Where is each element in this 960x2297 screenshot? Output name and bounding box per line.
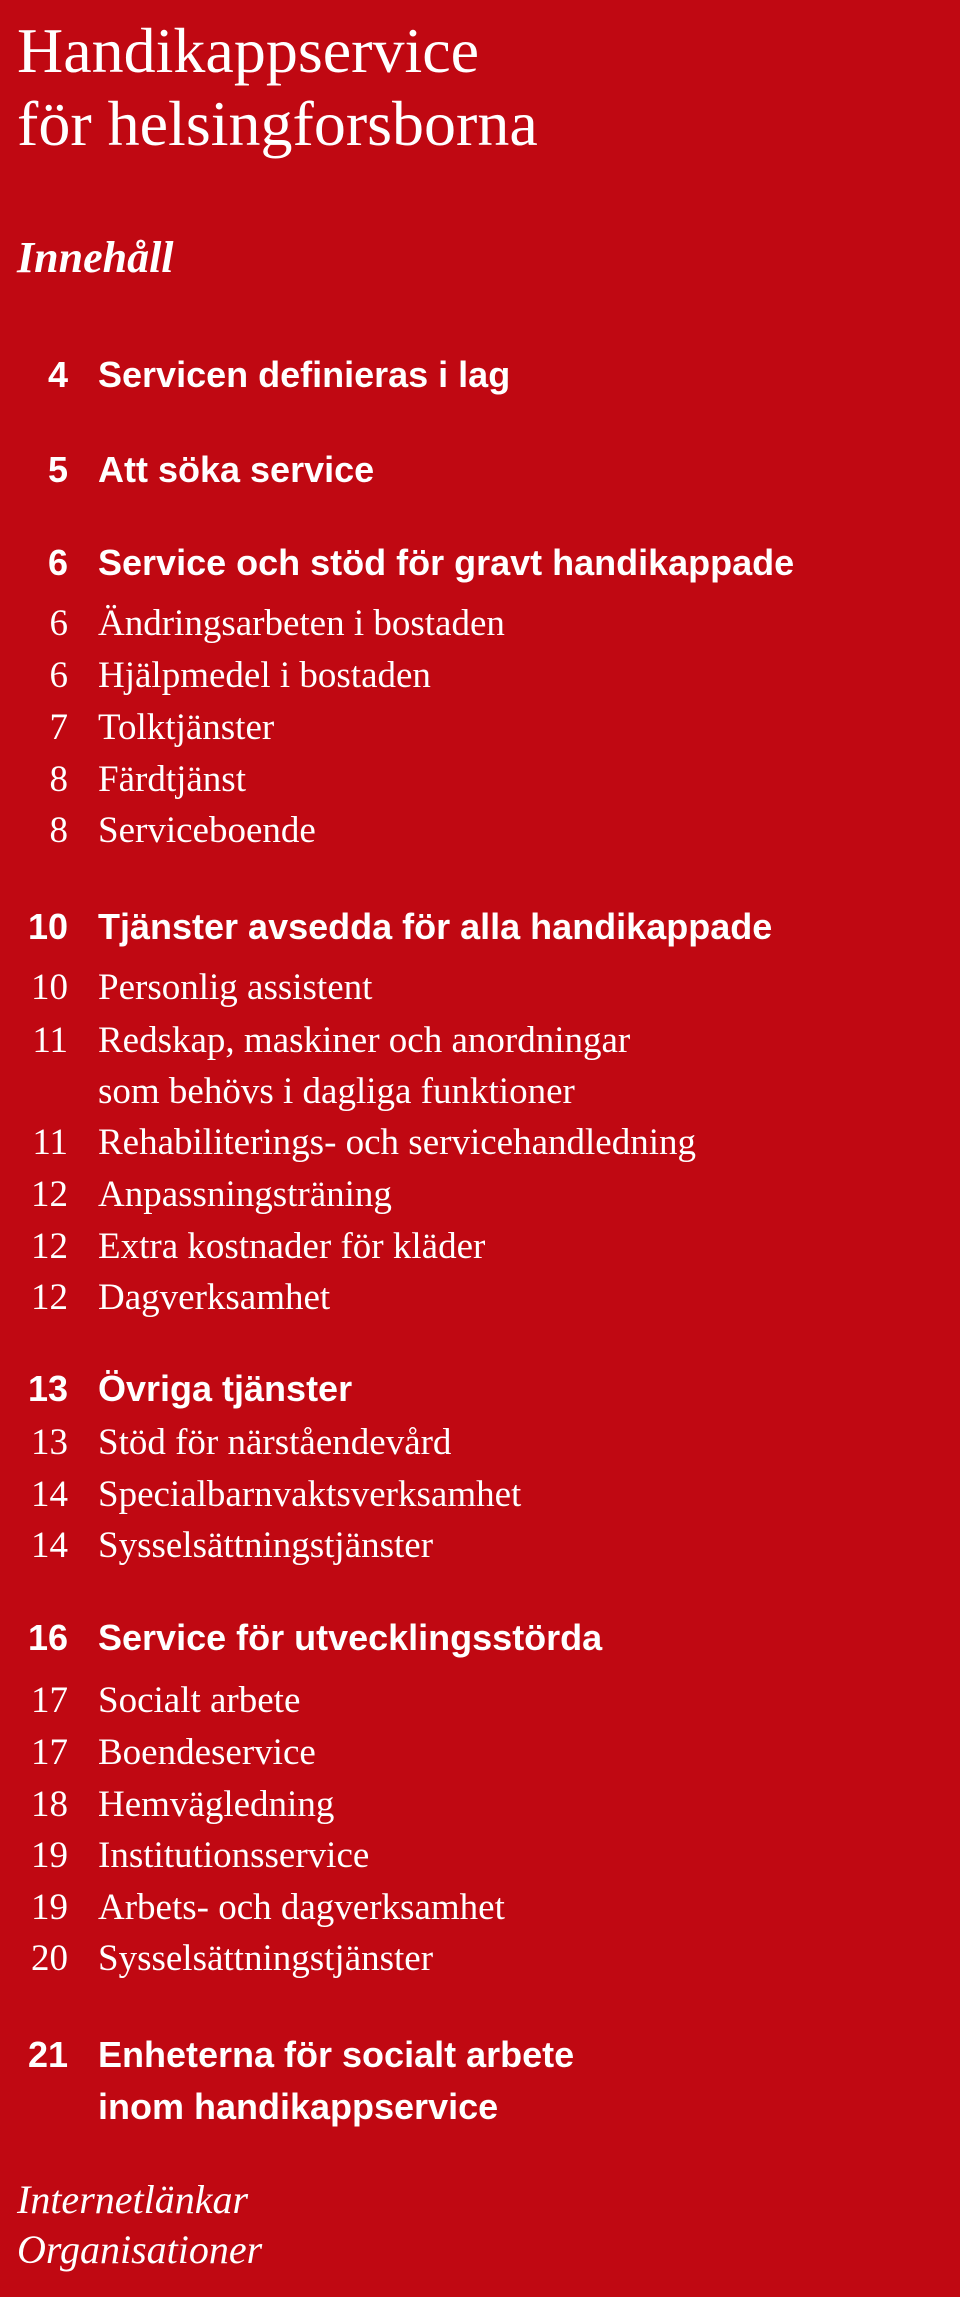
toc-page-number: 19 [31,1835,68,1876]
toc-label: Färdtjänst [98,759,246,800]
toc-entry[interactable] [0,902,960,954]
toc-entry[interactable] [0,651,960,703]
toc-page-number: 13 [27,1368,68,1409]
toc-page-number: 14 [31,1525,68,1566]
toc-label: Arbets- och dagverksamhet [98,1887,505,1928]
toc-page-number: 6 [49,655,68,696]
toc-page-number: 6 [47,542,68,583]
toc-label: Ändringsarbeten i bostaden [98,603,505,644]
toc-entry[interactable] [0,350,960,402]
toc-label-continuation: som behövs i dagliga funktioner [98,1071,575,1112]
toc-page-number: 13 [31,1422,68,1463]
toc-label: Stöd för närståendevård [98,1422,452,1463]
organisations-link[interactable]: Organisationer [17,2227,263,2272]
toc-entry[interactable] [0,1728,960,1780]
toc-label: Personlig assistent [98,967,373,1008]
toc-page-number: 17 [31,1680,68,1721]
toc-label: Övriga tjänster [98,1368,353,1409]
document-title [17,14,538,160]
toc-page-number: 12 [31,1174,68,1215]
toc-label: Sysselsättningstjänster [98,1938,434,1979]
toc-entry-continuation[interactable] [0,1067,960,1119]
toc-label: Att söka service [98,449,375,490]
toc-label-continuation: inom handikappservice [98,2086,499,2127]
toc-label: Sysselsättningstjänster [98,1525,434,1566]
toc-entry[interactable] [0,806,960,858]
toc-label: Rehabiliterings- och servicehandledning [98,1122,696,1163]
toc-label: Servicen definieras i lag [98,354,511,395]
toc-page-number: 17 [31,1732,68,1773]
toc-label: Tjänster avsedda för alla handikappade [98,906,773,947]
toc-entry[interactable] [0,1780,960,1832]
toc-label: Hjälpmedel i bostaden [98,655,431,696]
contents-heading: Innehåll [17,233,174,282]
toc-entry[interactable] [0,1613,960,1665]
toc-page-number: 11 [32,1122,68,1163]
toc-page-number: 16 [27,1617,68,1658]
toc-label: Service för utvecklingsstörda [98,1617,603,1658]
toc-label: Institutionsservice [98,1835,370,1876]
toc-label: Specialbarnvaktsverksamhet [98,1474,522,1515]
toc-entry[interactable] [0,703,960,755]
toc-page-number: 10 [31,967,68,1008]
toc-page-number: 19 [31,1887,68,1928]
toc-entry[interactable] [0,1521,960,1573]
toc-entry[interactable] [0,1883,960,1935]
internet-links-link[interactable]: Internetlänkar [17,2177,249,2222]
toc-label: Enheterna för socialt arbete [98,2034,575,2075]
toc-entry[interactable] [0,1418,960,1470]
toc-label: Hemvägledning [98,1784,335,1825]
toc-label: Redskap, maskiner och anordningar [98,1020,631,1061]
toc-page-number: 12 [31,1226,68,1267]
toc-page-number: 10 [27,906,68,947]
toc-label: Dagverksamhet [98,1277,331,1318]
toc-page-number: 11 [32,1020,68,1061]
toc-page-number: 18 [31,1784,68,1825]
toc-label: Extra kostnader för kläder [98,1226,486,1267]
toc-entry[interactable] [0,1364,960,1416]
toc-entry-continuation[interactable] [0,2082,960,2134]
toc-label: Boendeservice [98,1732,316,1773]
toc-entry[interactable] [0,599,960,651]
toc-entry[interactable] [0,1170,960,1222]
toc-label: Tolktjänster [98,707,275,748]
toc-label: Anpassningsträning [98,1174,392,1215]
toc-entry[interactable] [0,1831,960,1883]
toc-label: Socialt arbete [98,1680,301,1721]
title-line-2: för helsingforsborna [17,88,538,159]
toc-page-number: 21 [27,2034,68,2075]
toc-entry[interactable] [0,1676,960,1728]
toc-page-number: 6 [49,603,68,644]
toc-entry[interactable] [0,2030,960,2082]
toc-page-number: 8 [49,810,68,851]
toc-label: Serviceboende [98,810,316,851]
toc-entry[interactable] [0,755,960,807]
toc-entry[interactable] [0,1016,960,1068]
toc-entry[interactable] [0,1273,960,1325]
toc-page-number: 20 [31,1938,68,1979]
toc-entry[interactable] [0,963,960,1015]
toc-entry[interactable] [0,1222,960,1274]
toc-entry[interactable] [0,445,960,497]
title-line-1: Handikappservice [17,15,480,86]
toc-page-number: 14 [31,1474,68,1515]
toc-entry[interactable] [0,1118,960,1170]
toc-entry[interactable] [0,1934,960,1986]
toc-entry[interactable] [0,1470,960,1522]
toc-label: Service och stöd för gravt handikappade [98,542,795,583]
toc-page-number: 8 [49,759,68,800]
toc-page-number: 5 [47,449,68,490]
toc-entry[interactable] [0,538,960,590]
toc-page-number: 7 [49,707,68,748]
toc-page-number: 4 [47,354,68,395]
toc-page-number: 12 [31,1277,68,1318]
